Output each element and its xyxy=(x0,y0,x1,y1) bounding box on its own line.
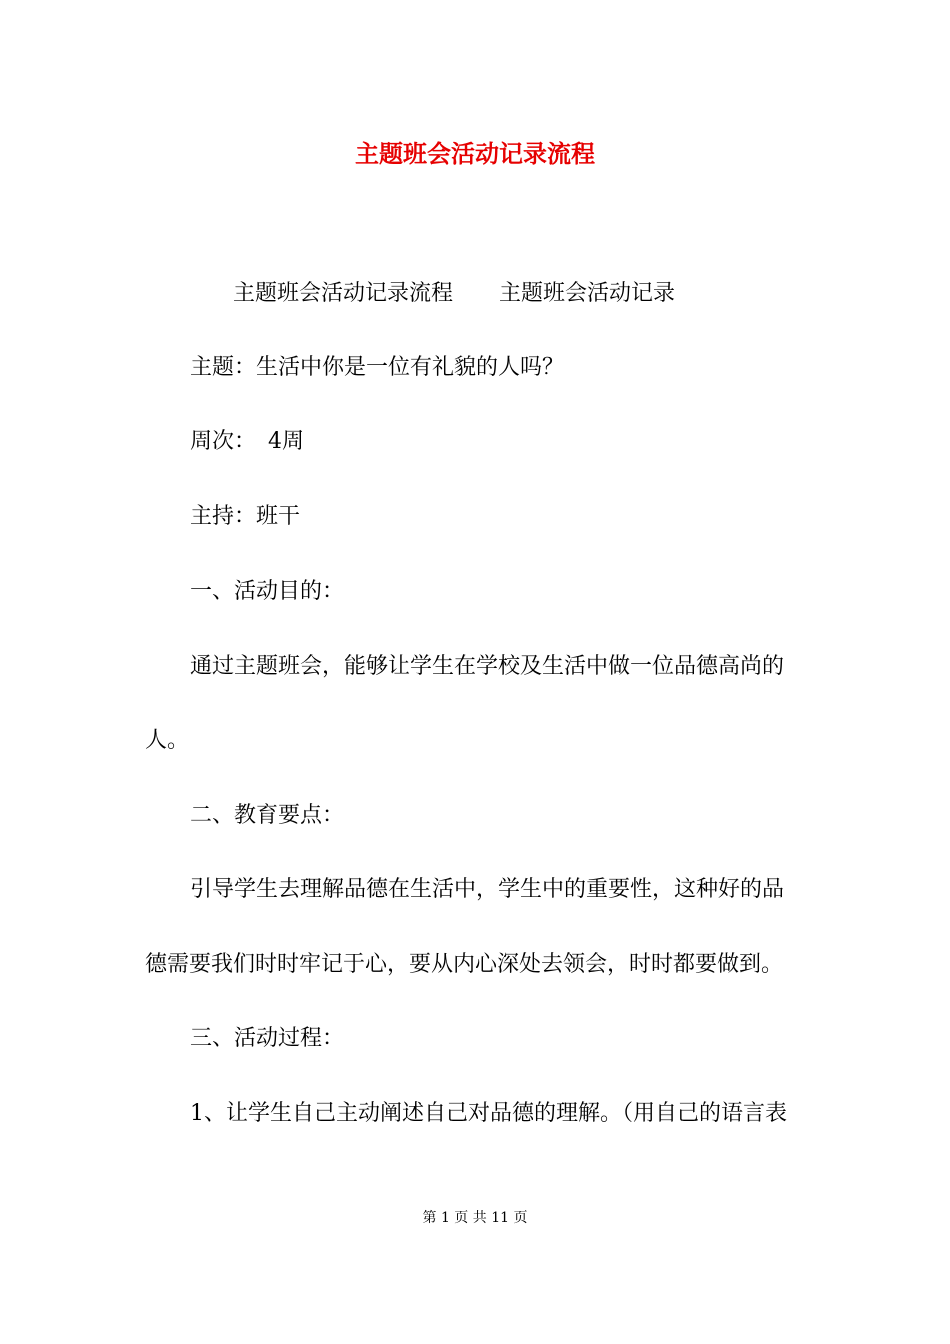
section2-body-line2: 德需要我们时时牢记于心，要从内心深处去领会，时时都要做到。 xyxy=(145,952,784,977)
week-line xyxy=(190,426,304,458)
week-value: 4周 xyxy=(268,429,305,454)
section1-heading: 一、活动目的： xyxy=(190,579,345,604)
week-label: 周次： xyxy=(190,429,257,454)
section1-body-line2: 人。 xyxy=(145,728,190,753)
page-footer: 第 1 页 共 11 页 xyxy=(422,1210,528,1226)
theme-line: 主题：生活中你是一位有礼貌的人吗？ xyxy=(190,355,565,380)
section3-heading: 三、活动过程： xyxy=(190,1026,345,1051)
subtitle-left: 主题班会活动记录流程 xyxy=(233,281,454,306)
section2-heading: 二、教育要点： xyxy=(190,803,345,828)
subtitle-right: 主题班会活动记录 xyxy=(499,281,676,306)
document-title: 主题班会活动记录流程 xyxy=(355,139,595,168)
section1-body-line1: 通过主题班会，能够让学生在学校及生活中做一位品德高尚的 xyxy=(190,654,785,679)
section3-item1: 1、让学生自己主动阐述自己对品德的理解。（用自己的语言表 xyxy=(190,1101,787,1126)
section2-body-line1: 引导学生去理解品德在生活中，学生中的重要性，这种好的品 xyxy=(190,877,785,902)
host-line: 主持：班干 xyxy=(190,504,301,529)
subtitle-line xyxy=(233,278,675,310)
